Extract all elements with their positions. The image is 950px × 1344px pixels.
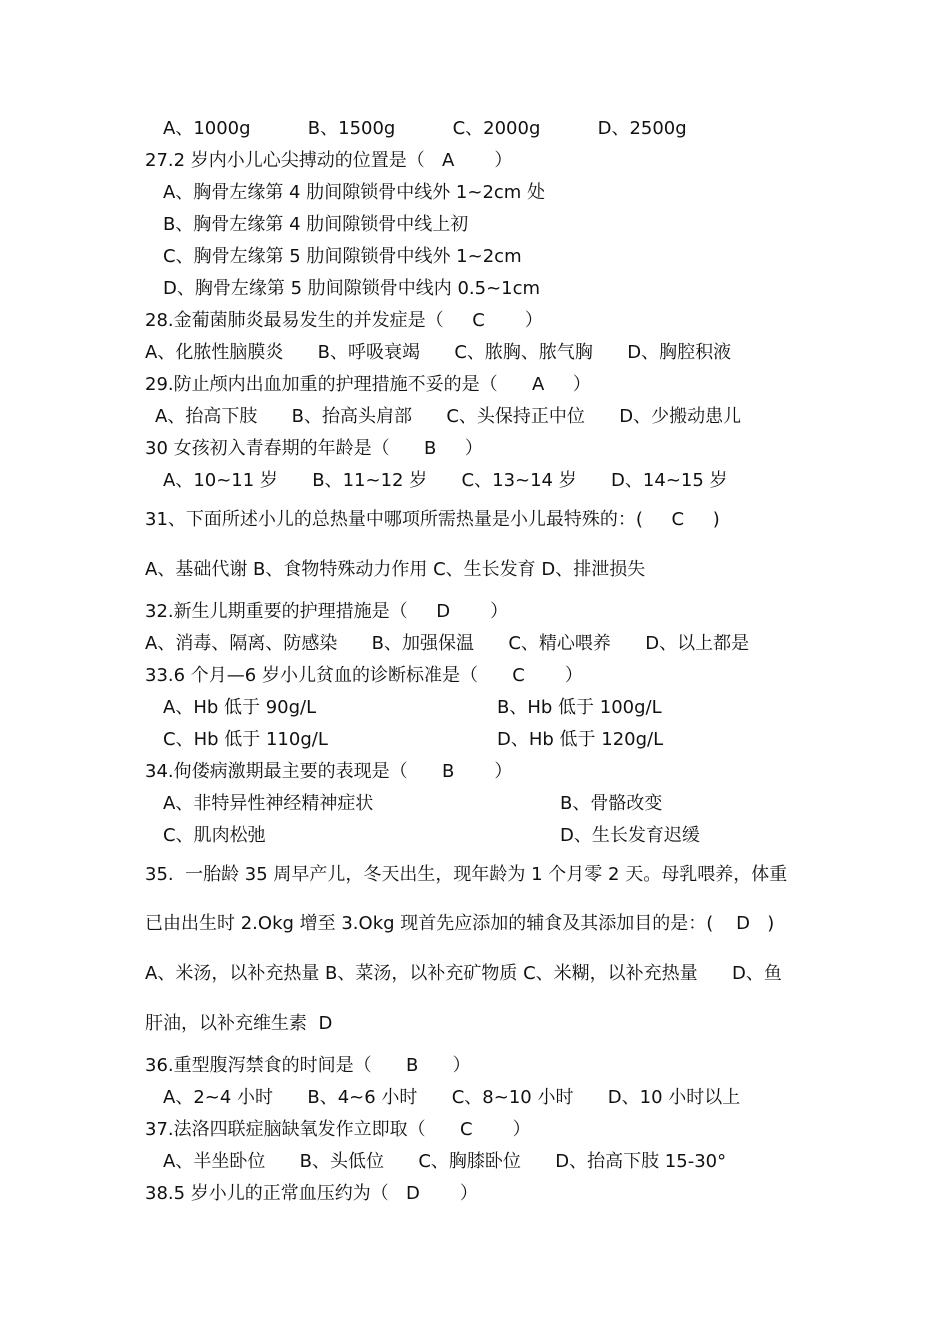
q34-option-c: C、肌肉松弛 xyxy=(163,825,266,846)
q37-stem: 37.法洛四联症脑缺氧发作立即取（ C ） xyxy=(145,1119,531,1140)
q35-options-line1: A、米汤，以补充热量 B、菜汤，以补充矿物质 C、米糊，以补充热量 D、鱼 xyxy=(145,963,782,984)
q35-stem-line2: 已由出生时 2.Okg 增至 3.Okg 现首先应添加的辅食及其添加目的是：( D ) xyxy=(145,913,775,934)
q34-option-b: B、骨骼改变 xyxy=(560,793,663,814)
q38-stem: 38.5 岁小儿的正常血压约为（ D ） xyxy=(145,1183,478,1204)
q33-option-c: C、Hb 低于 110g/L xyxy=(163,729,328,750)
q37-options: A、半坐卧位 B、头低位 C、胸膝卧位 D、抬高下肢 15-30° xyxy=(163,1151,727,1172)
q26-options: A、1000g B、1500g C、2000g D、2500g xyxy=(163,118,687,139)
q29-options: A、抬高下肢 B、抬高头肩部 C、头保持正中位 D、少搬动患儿 xyxy=(155,406,742,427)
q27-option-d: D、胸骨左缘第 5 肋间隙锁骨中线内 0.5~1cm xyxy=(163,278,541,299)
q28-options: A、化脓性脑膜炎 B、呼吸衰竭 C、脓胸、脓气胸 D、胸腔积液 xyxy=(145,342,732,363)
q34-option-d: D、生长发育迟缓 xyxy=(560,825,700,846)
q27-option-c: C、胸骨左缘第 5 肋间隙锁骨中线外 1~2cm xyxy=(163,246,522,267)
q35-options-line2: 肝油，以补充维生素 D xyxy=(145,1013,333,1034)
q32-stem: 32.新生儿期重要的护理措施是（ D ） xyxy=(145,601,509,622)
q27-option-a: A、胸骨左缘第 4 肋间隙锁骨中线外 1~2cm 处 xyxy=(163,182,546,203)
q27-option-b: B、胸骨左缘第 4 肋间隙锁骨中线上初 xyxy=(163,214,469,235)
q36-stem: 36.重型腹泻禁食的时间是（ B ） xyxy=(145,1055,471,1076)
q30-stem: 30 女孩初入青春期的年龄是（ B ） xyxy=(145,438,483,459)
q33-option-a: A、Hb 低于 90g/L xyxy=(163,697,317,718)
q30-options: A、10~11 岁 B、11~12 岁 C、13~14 岁 D、14~15 岁 xyxy=(163,470,728,491)
q33-stem: 33.6 个月—6 岁小儿贫血的诊断标准是（ C ） xyxy=(145,665,583,686)
q35-stem-line1: 35. 一胎龄 35 周早产儿，冬天出生，现年龄为 1 个月零 2 天。母乳喂养，体重 xyxy=(145,864,788,885)
q28-stem: 28.金葡菌肺炎最易发生的并发症是（ C ） xyxy=(145,310,543,331)
q33-option-b: B、Hb 低于 100g/L xyxy=(497,697,662,718)
q33-option-d: D、Hb 低于 120g/L xyxy=(497,729,664,750)
q29-stem: 29.防止颅内出血加重的护理措施不妥的是（ A ） xyxy=(145,374,591,395)
q34-stem: 34.佝偻病激期最主要的表现是（ B ） xyxy=(145,761,513,782)
q27-stem: 27.2 岁内小儿心尖搏动的位置是（ A ） xyxy=(145,150,513,171)
q34-option-a: A、非特异性神经精神症状 xyxy=(163,793,374,814)
q36-options: A、2~4 小时 B、4~6 小时 C、8~10 小时 D、10 小时以上 xyxy=(163,1087,741,1108)
q32-options: A、消毒、隔离、防感染 B、加强保温 C、精心喂养 D、以上都是 xyxy=(145,633,750,654)
q31-options: A、基础代谢 B、食物特殊动力作用 C、生长发育 D、排泄损失 xyxy=(145,559,646,580)
q31-stem: 31、下面所述小儿的总热量中哪项所需热量是小儿最特殊的：( C ) xyxy=(145,509,720,530)
